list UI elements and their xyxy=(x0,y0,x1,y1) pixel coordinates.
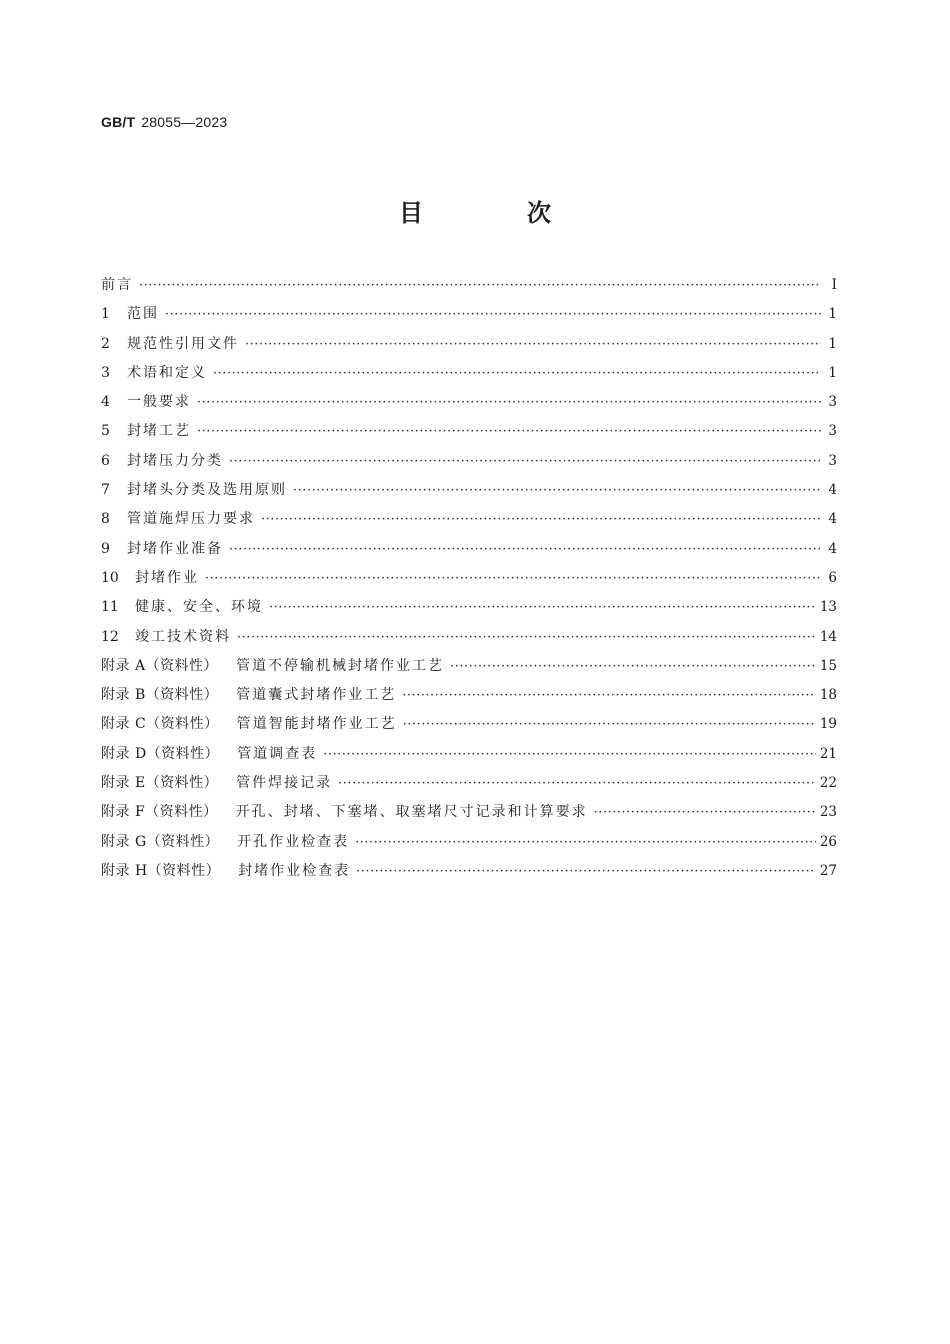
toc-entry-page-number: 3 xyxy=(828,423,837,440)
toc-entry-page-number: 26 xyxy=(819,833,837,850)
toc-entry-number: 6 xyxy=(101,452,110,469)
toc-entry[interactable] xyxy=(101,539,837,568)
toc-entry-number: 10 xyxy=(101,569,119,586)
toc-entry-title: 规范性引用文件 xyxy=(127,335,239,352)
toc-dot-leader xyxy=(205,569,821,589)
toc-entry[interactable] xyxy=(101,714,837,743)
toc-entry-title: 管道囊式封堵作业工艺 xyxy=(236,687,397,704)
toc-entry-annex-label: 附录 D（资料性） xyxy=(101,745,220,762)
toc-entry-page-number: 15 xyxy=(819,657,837,674)
toc-entry-page-number: 22 xyxy=(819,775,837,792)
toc-entry-title: 封堵作业检查表 xyxy=(238,862,351,879)
toc-entry-page-number: 1 xyxy=(828,364,837,381)
toc-entry-page-number: 3 xyxy=(828,394,837,411)
toc-entry[interactable] xyxy=(101,363,837,392)
toc-entry-annex-label: 附录 H（资料性） xyxy=(101,862,221,879)
toc-entry[interactable] xyxy=(101,421,837,450)
toc-entry-page-number: 19 xyxy=(819,716,837,733)
toc-entry[interactable] xyxy=(101,773,837,802)
toc-entry-page-number: 1 xyxy=(828,306,837,323)
toc-entry-annex-label: 附录 G（资料性） xyxy=(101,833,220,850)
toc-entry-title: 管道调查表 xyxy=(237,745,318,762)
toc-entry-title: 健康、安全、环境 xyxy=(135,599,263,616)
toc-entry[interactable] xyxy=(101,861,837,890)
table-of-contents xyxy=(101,275,837,890)
toc-dot-leader xyxy=(402,686,816,706)
toc-entry[interactable] xyxy=(101,597,837,626)
toc-entry-number: 11 xyxy=(101,599,119,616)
toc-entry[interactable] xyxy=(101,334,837,363)
toc-entry-number: 1 xyxy=(101,306,110,323)
toc-dot-leader xyxy=(261,510,821,530)
toc-entry-title: 一般要求 xyxy=(127,394,191,411)
toc-entry-page-number: 3 xyxy=(828,452,837,469)
toc-entry-annex-label: 附录 B（资料性） xyxy=(101,687,219,704)
toc-dot-leader xyxy=(165,305,821,325)
toc-entry[interactable] xyxy=(101,744,837,773)
toc-entry[interactable] xyxy=(101,627,837,656)
toc-dot-leader xyxy=(213,364,821,384)
toc-dot-leader xyxy=(229,540,821,560)
toc-entry-annex-label: 附录 C（资料性） xyxy=(101,716,219,733)
toc-entry-title: 封堵工艺 xyxy=(127,423,191,440)
toc-entry-page-number: 4 xyxy=(828,511,837,528)
toc-entry-page-number: 14 xyxy=(819,628,837,645)
toc-entry-page-number: 6 xyxy=(828,569,837,586)
toc-entry-page-number: 18 xyxy=(819,687,837,704)
toc-entry-title: 开孔作业检查表 xyxy=(237,833,350,850)
toc-entry-title: 封堵压力分类 xyxy=(127,452,223,469)
toc-entry-title: 竣工技术资料 xyxy=(135,628,231,645)
toc-entry-title: 管道施焊压力要求 xyxy=(127,511,255,528)
toc-entry-annex-label: 附录 A（资料性） xyxy=(101,657,219,674)
toc-dot-leader xyxy=(356,862,816,882)
toc-dot-leader xyxy=(245,335,821,355)
toc-entry-number: 9 xyxy=(101,540,110,557)
toc-entry-title: 管道不停输机械封堵作业工艺 xyxy=(236,657,445,674)
toc-dot-leader xyxy=(197,422,821,442)
toc-dot-leader xyxy=(269,598,816,618)
toc-entry[interactable] xyxy=(101,480,837,509)
toc-entry-annex-label: 附录 E（资料性） xyxy=(101,775,219,792)
toc-entry-page-number: 4 xyxy=(828,540,837,557)
toc-dot-leader xyxy=(403,715,816,735)
toc-entry-number: 8 xyxy=(101,511,110,528)
standard-code xyxy=(101,114,227,130)
toc-entry[interactable] xyxy=(101,685,837,714)
toc-entry-page-number: 27 xyxy=(819,862,837,879)
toc-entry-number: 2 xyxy=(101,335,110,352)
toc-dot-leader xyxy=(237,628,816,648)
toc-dot-leader xyxy=(594,803,816,823)
toc-entry-number: 7 xyxy=(101,482,110,499)
toc-entry[interactable] xyxy=(101,832,837,861)
toc-dot-leader xyxy=(338,774,816,794)
toc-entry-number: 5 xyxy=(101,423,110,440)
toc-dot-leader xyxy=(450,657,816,677)
toc-dot-leader xyxy=(139,276,821,296)
toc-entry[interactable] xyxy=(101,568,837,597)
toc-entry-annex-label: 附录 F（资料性） xyxy=(101,804,218,821)
toc-entry-title: 管件焊接记录 xyxy=(236,775,333,792)
toc-entry-title: 管道智能封堵作业工艺 xyxy=(236,716,397,733)
standard-number: 28055—2023 xyxy=(141,114,228,130)
toc-dot-leader xyxy=(293,481,821,501)
toc-entry-title: 术语和定义 xyxy=(127,364,207,381)
toc-entry-page-number: Ⅰ xyxy=(831,277,837,293)
toc-entry-title: 开孔、封堵、下塞堵、取塞堵尺寸记录和计算要求 xyxy=(235,804,588,821)
toc-dot-leader xyxy=(229,452,821,472)
toc-entry-number: 4 xyxy=(101,394,110,411)
toc-dot-leader xyxy=(323,745,816,765)
toc-entry-page-number: 4 xyxy=(828,482,837,499)
toc-entry-title: 前言 xyxy=(101,277,133,293)
toc-entry-title: 范围 xyxy=(127,306,159,323)
toc-entry-number: 3 xyxy=(101,364,110,381)
toc-entry[interactable] xyxy=(101,392,837,421)
toc-entry-title: 封堵作业准备 xyxy=(127,540,223,557)
toc-entry[interactable] xyxy=(101,656,837,685)
toc-entry-page-number: 13 xyxy=(819,599,837,616)
toc-entry[interactable] xyxy=(101,451,837,480)
toc-entry-page-number: 1 xyxy=(828,335,837,352)
toc-entry-number: 12 xyxy=(101,628,119,645)
toc-entry[interactable] xyxy=(101,802,837,831)
standard-prefix: GB/T xyxy=(101,114,136,130)
toc-dot-leader xyxy=(197,393,821,413)
toc-entry-title: 封堵作业 xyxy=(135,569,199,586)
page-title: 目 次 xyxy=(399,199,591,227)
toc-entry-page-number: 21 xyxy=(819,745,837,762)
toc-entry[interactable] xyxy=(101,275,837,304)
toc-dot-leader xyxy=(355,833,816,853)
toc-entry[interactable] xyxy=(101,509,837,538)
toc-entry[interactable] xyxy=(101,304,837,333)
toc-entry-page-number: 23 xyxy=(819,804,837,821)
toc-entry-title: 封堵头分类及选用原则 xyxy=(127,482,287,499)
